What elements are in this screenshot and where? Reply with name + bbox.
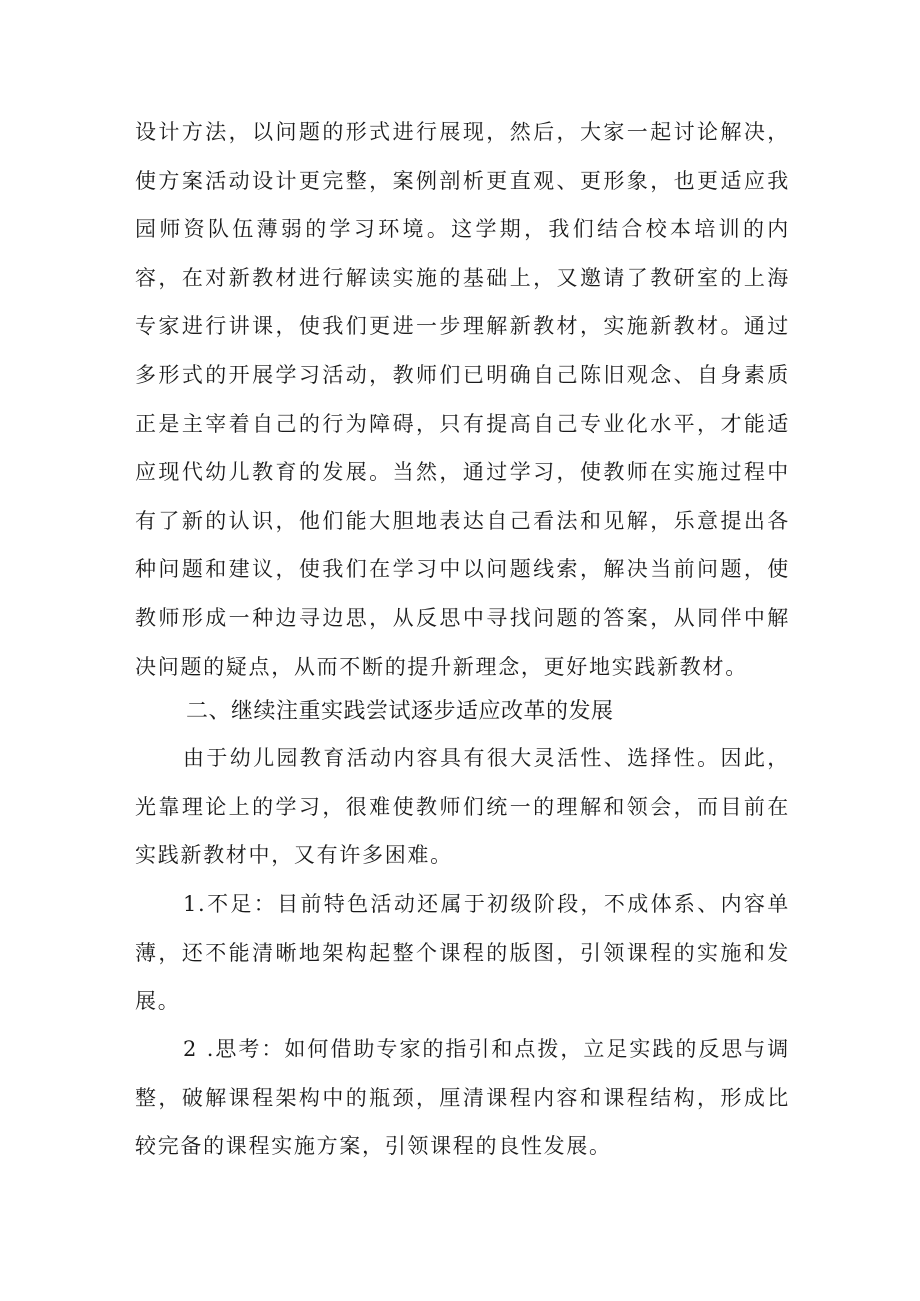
body-paragraph-1: 设计方法，以问题的形式进行展现，然后，大家一起讨论解决，使方案活动设计更完整，案例剖析更直观、更形象，也更适应我园师资队伍薄弱的学习环境。这学期，我们结合校本培训的内容，在对新教材进行解读实施的基础上，又邀请了教研室的上海专家进行讲课，使我们更进一步理解新教材，实施新教材。通过多形式的开展学习活动，教师们已明确自己陈旧观念、自身素质正是主宰着自己的行为障碍，只有提高自己专业化水平，才能适应现代幼儿教育的发展。当然，通过学习，使教师在实施过程中有了新的认识，他们能大胆地表达自己看法和见解，乐意提出各种问题和建议，使我们在学习中以问题线索，解决当前问题，使教师形成一种边寻边思，从反思中寻找问题的答案，从同伴中解决问题的疑点，从而不断的提升新理念，更好地实践新教材。: [135, 120, 790, 679]
body-paragraph-4: 2 .思考：如何借助专家的指引和点拨，立足实践的反思与调整，破解课程架构中的瓶颈，厘清课程内容和课程结构，形成比较完备的课程实施方案，引领课程的良性发展。: [135, 1037, 790, 1159]
body-paragraph-2: 由于幼儿园教育活动内容具有很大灵活性、选择性。因此，光靠理论上的学习，很难使教师们统一的理解和领会，而目前在实践新教材中，又有许多困难。: [135, 746, 790, 868]
body-paragraph-3: 1.不足：目前特色活动还属于初级阶段，不成体系、内容单薄，还不能清晰地架构起整个课程的版图，引领课程的实施和发展。: [135, 892, 790, 1014]
section-heading: 二、继续注重实践尝试逐步适应改革的发展: [186, 699, 614, 724]
